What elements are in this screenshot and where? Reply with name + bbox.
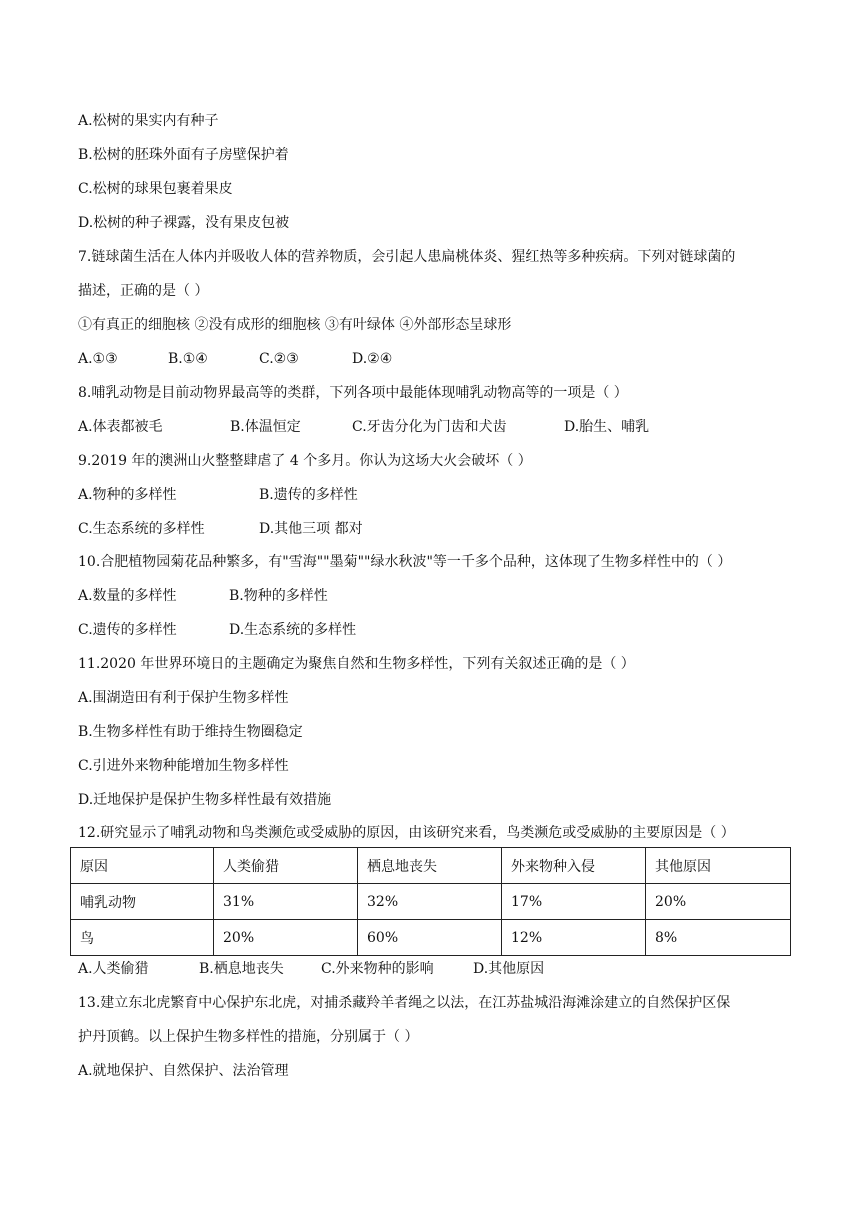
table-cell: 31% — [214, 884, 358, 920]
q12-option-a: A.人类偷猎 — [78, 961, 149, 977]
table-cell: 20% — [646, 884, 791, 920]
q6-option-a: A.松树的果实内有种子 — [78, 113, 219, 129]
q6-option-b: B.松树的胚珠外面有子房壁保护着 — [78, 147, 289, 163]
q8-option-d: D.胎生、哺乳 — [564, 419, 650, 435]
q12-option-d: D.其他原因 — [473, 961, 545, 977]
q9-option-d: D.其他三项 都对 — [259, 521, 363, 537]
q9-stem: 9.2019 年的澳洲山火整整肆虐了 4 个多月。你认为这场大火会破坏（ ） — [78, 453, 532, 469]
q7-stem-line2: 描述，正确的是（ ） — [78, 283, 209, 299]
q7-option-a: A.①③ — [78, 351, 118, 367]
q7-option-d: D.②④ — [352, 351, 393, 367]
q12-stem: 12.研究显示了哺乳动物和鸟类濒危或受威胁的原因，由该研究来看，鸟类濒危或受威胁的主要原因是（ ） — [78, 825, 735, 841]
q8-option-c: C.牙齿分化为门齿和犬齿 — [352, 419, 507, 435]
table-cell: 8% — [646, 920, 791, 956]
q13-stem-line2: 护丹顶鹤。以上保护生物多样性的措施，分别属于（ ） — [78, 1029, 419, 1045]
q10-option-c: C.遗传的多样性 — [78, 622, 177, 638]
q6-option-d: D.松树的种子裸露，没有果皮包被 — [78, 215, 290, 231]
q11-option-c: C.引进外来物种能增加生物多样性 — [78, 758, 289, 774]
q10-option-b: B.物种的多样性 — [229, 588, 328, 604]
q9-option-a: A.物种的多样性 — [78, 487, 177, 503]
table-cell: 60% — [358, 920, 502, 956]
q13-option-a: A.就地保护、自然保护、法治管理 — [78, 1063, 289, 1079]
q10-option-d: D.生态系统的多样性 — [229, 622, 357, 638]
table-header-cell: 人类偷猎 — [214, 848, 358, 884]
q11-option-d: D.迁地保护是保护生物多样性最有效措施 — [78, 792, 332, 808]
q9-option-c: C.生态系统的多样性 — [78, 521, 205, 537]
q7-stem-line1: 7.链球菌生活在人体内并吸收人体的营养物质，会引起人患扁桃体炎、猩红热等多种疾病。下列对链球菌的 — [78, 249, 736, 265]
table-header-row — [71, 848, 791, 884]
q8-stem: 8.哺乳动物是目前动物界最高等的类群，下列各项中最能体现哺乳动物高等的一项是（ ） — [78, 385, 628, 401]
table-header-cell: 栖息地丧失 — [358, 848, 502, 884]
q8-option-b: B.体温恒定 — [230, 419, 301, 435]
table-header-cell: 其他原因 — [646, 848, 791, 884]
table-cell: 12% — [502, 920, 646, 956]
q10-stem: 10.合肥植物园菊花品种繁多，有"雪海""墨菊""绿水秋波"等一千多个品种，这体现了生物多样性中的（ ） — [78, 554, 732, 570]
q11-option-a: A.围湖造田有利于保护生物多样性 — [78, 690, 289, 706]
q11-stem: 11.2020 年世界环境日的主题确定为聚焦自然和生物多样性，下列有关叙述正确的是（ ） — [78, 656, 635, 672]
q8-option-a: A.体表都被毛 — [78, 419, 163, 435]
q6-option-c: C.松树的球果包裹着果皮 — [78, 181, 233, 197]
q13-stem-line1: 13.建立东北虎繁育中心保护东北虎，对捕杀藏羚羊者绳之以法，在江苏盐城沿海滩涂建立的自然保护区保 — [78, 995, 731, 1011]
table-cell: 鸟 — [71, 920, 214, 956]
q12-table — [70, 847, 791, 956]
table-row — [71, 920, 791, 956]
q7-option-b: B.①④ — [168, 351, 208, 367]
table-cell: 哺乳动物 — [71, 884, 214, 920]
q10-option-a: A.数量的多样性 — [78, 588, 177, 604]
q9-option-b: B.遗传的多样性 — [259, 487, 358, 503]
q7-option-c: C.②③ — [259, 351, 299, 367]
q12-option-b: B.栖息地丧失 — [199, 961, 284, 977]
q7-statements: ①有真正的细胞核 ②没有成形的细胞核 ③有叶绿体 ④外部形态呈球形 — [78, 317, 512, 333]
table-cell: 32% — [358, 884, 502, 920]
table-row — [71, 884, 791, 920]
q11-option-b: B.生物多样性有助于维持生物圈稳定 — [78, 724, 303, 740]
table-cell: 20% — [214, 920, 358, 956]
table-header-cell: 外来物种入侵 — [502, 848, 646, 884]
q12-option-c: C.外来物种的影响 — [321, 961, 434, 977]
table-cell: 17% — [502, 884, 646, 920]
table-header-cell: 原因 — [71, 848, 214, 884]
